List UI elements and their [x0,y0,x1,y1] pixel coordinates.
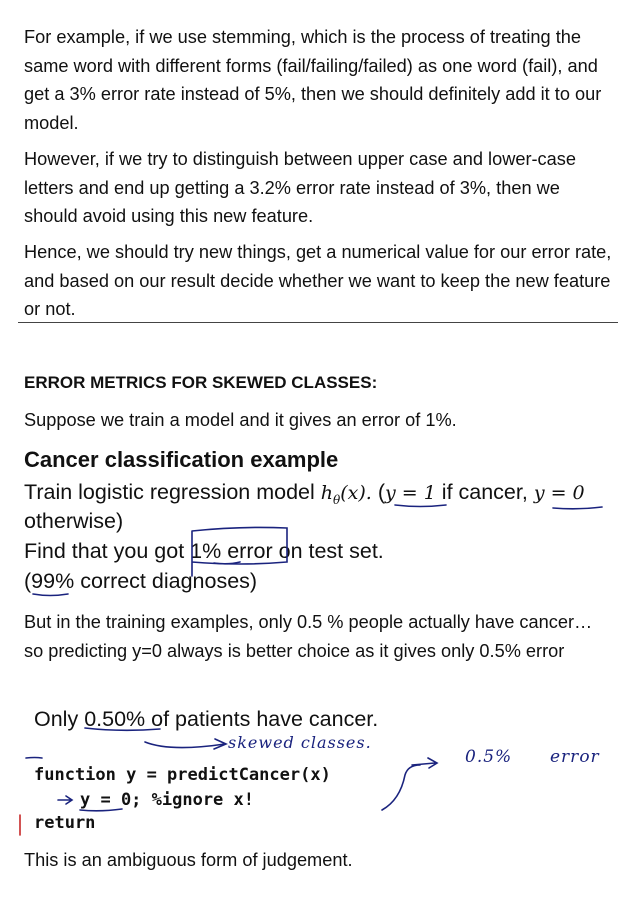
code-line-return: return [34,813,96,833]
handwritten-percent: 0.5% [465,747,513,767]
slide-title: Cancer classification example [24,447,339,472]
math-h: h [320,482,333,504]
arrow-to-note [412,758,437,768]
math-y1: y = 1 [384,482,436,504]
line3-pre: Find that you go [24,539,179,563]
arrow-shaft [145,742,225,748]
line4-rest: correct diagnoses) [80,569,258,593]
if-cancer-text: if cancer, [441,480,528,504]
tick-mark [26,758,42,759]
slide2-title-pct: 0.50% [84,707,146,731]
paragraph-case-example: However, if we try to distinguish between upper case and lower-case letters and end up getting a 3.2% error rate instead of 3%, then we should avoid using this new feature. [24,149,576,226]
math-x: (x). [340,482,372,504]
underline-y [80,809,122,811]
handwritten-skewed-classes: skewed classes. [228,733,372,752]
arrow-to-y [58,796,72,804]
paragraph-intro: Suppose we train a model and it gives an error of 1%. [24,410,457,430]
slide2-title-pre: Only [34,707,79,731]
paragraph-skew-explanation: But in the training examples, only 0.5 % people actually have cancer… so predicting y=0 always is better choice as it gives only 0.5% error [24,612,593,661]
boxed-error: 1% error [190,539,273,563]
line3-post: on test set. [278,539,384,563]
section-heading: ERROR METRICS FOR SKEWED CLASSES: [24,373,378,392]
open-paren: ( [377,480,385,504]
math-y0: y = 0 [533,482,585,504]
slide-line-otherwise: otherwise) [24,509,124,533]
underline-y0 [553,507,602,509]
line4-open: ( [24,569,32,593]
paragraph-stemming-example: For example, if we use stemming, which is the process of treating the same word with different forms (fail/failing/failed) as one word (fail), and get a 3% error rate instead of 5%, then we should definitely add it to our model. [24,27,602,133]
handwritten-error: error [550,747,600,767]
code-line-assign: y = 0; %ignore x! [80,790,254,810]
underline-1 [214,562,240,564]
code-line-function: function y = predictCancer(x) [34,765,331,785]
slide-line-train-text: Train logistic regression model [24,480,315,504]
paragraph-footer: This is an ambiguous form of judgement. [24,850,353,870]
line3-t: t [178,539,185,563]
underline-99 [33,594,68,596]
line4-pct: 99% [31,569,75,593]
paragraph-conclusion: Hence, we should try new things, get a numerical value for our error rate, and based on our result decide whether we want to keep the new feature or not. [24,242,612,319]
curve-to-note [382,765,420,810]
underline-050 [85,728,160,730]
underline-y1 [395,505,446,507]
math-theta: θ [333,492,341,507]
box-around-error [192,527,287,576]
slide2-title-post: of patients have cancer. [151,707,379,731]
